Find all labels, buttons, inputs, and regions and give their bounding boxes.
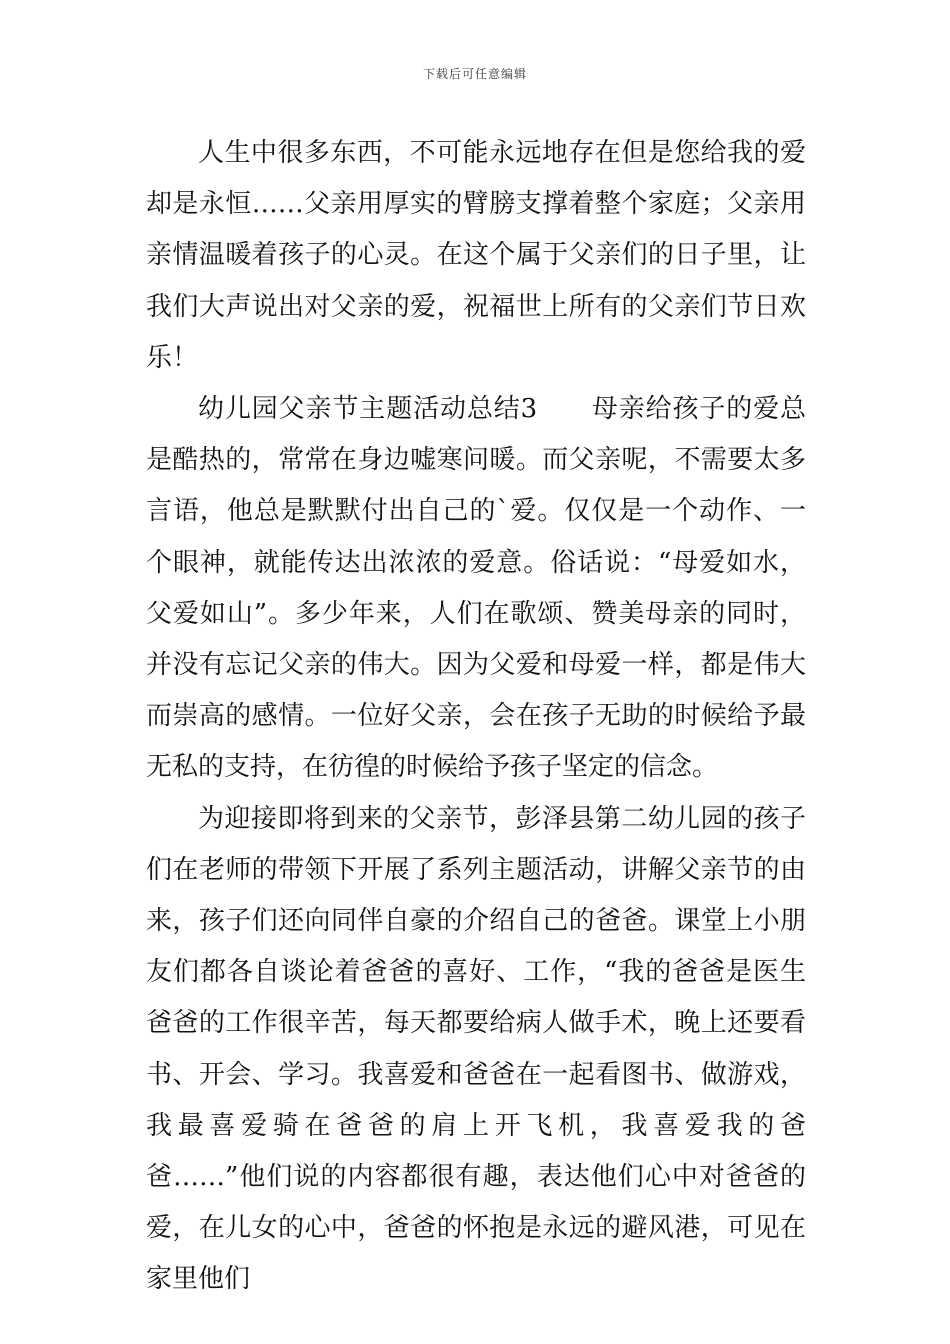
page-header: 下载后可任意编辑 bbox=[422, 67, 527, 81]
paragraph-2: 幼儿园父亲节主题活动总结3 母亲给孩子的爱总是酷热的，常常在身边嘘寒问暖。而父亲呢，不需要太多言语，他总是默默付出自己的`爱。仅仅是一个动作、一个眼神，就能传达出浓浓的爱意。俗话说：“母爱如水，父爱如山”。多少年来，人们在歌颂、赞美母亲的同时，并没有忘记父亲的伟大。因为父爱和母爱一样，都是伟大而崇高的感情。一位好父亲，会在孩子无助的时候给予最无私的支持，在彷徨的时候给予孩子坚定的信念。 bbox=[146, 394, 806, 783]
paragraph-3: 为迎接即将到来的父亲节，彭泽县第二幼儿园的孩子们在老师的带领下开展了系列主题活动，讲解父亲节的由来，孩子们还向同伴自豪的介绍自己的爸爸。课堂上小朋友们都各自谈论着爸爸的喜好、工作，“我的爸爸是医生爸爸的工作很辛苦，每天都要给病人做手术，晚上还要看书、开会、学习。我喜爱和爸爸在一起看图书、做游戏，我最喜爱骑在爸爸的肩上开飞机，我喜爱我的爸爸……”他们说的内容都很有趣，表达他们心中对爸爸的爱，在儿女的心中，爸爸的怀抱是永远的避风港，可见在家里他们 bbox=[146, 803, 806, 1295]
paragraph-1: 人生中很多东西，不可能永远地存在但是您给我的爱却是永恒……父亲用厚实的臂膀支撑着整个家庭；父亲用亲情温暖着孩子的心灵。在这个属于父亲们的日子里，让我们大声说出对父亲的爱，祝福世上所有的父亲们节日欢乐！ bbox=[146, 138, 806, 373]
document-body bbox=[146, 128, 806, 1306]
